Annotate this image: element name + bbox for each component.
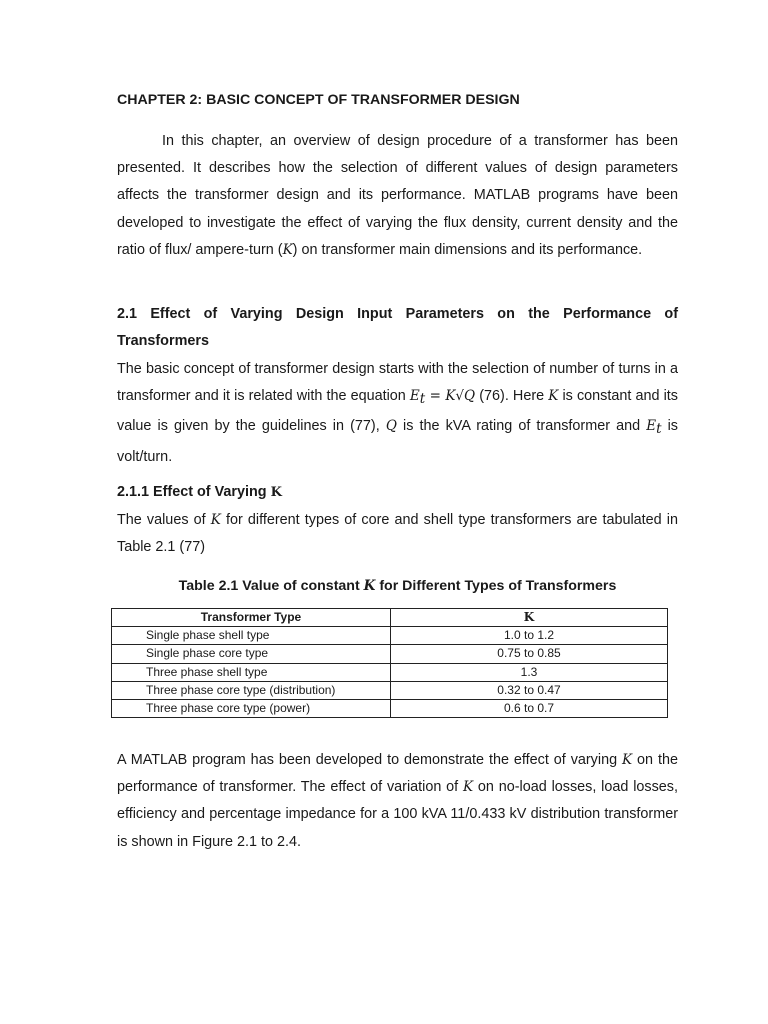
table-row xyxy=(112,663,668,681)
s211-text-1: The values of xyxy=(117,512,211,528)
intro-text-2: ) on transformer main dimensions and its performance. xyxy=(292,241,643,258)
cell-value: 0.32 to 0.47 xyxy=(391,681,668,699)
table-header-row xyxy=(112,609,668,627)
cell-value: 0.6 to 0.7 xyxy=(391,700,668,718)
closing-paragraph xyxy=(117,747,678,856)
closing-symbol-k1: K xyxy=(622,752,633,768)
s21-text-2: (76). Here xyxy=(475,388,549,405)
equation-e: E xyxy=(409,388,420,405)
s21-symbol-e: E xyxy=(646,418,657,435)
caption-post: for Different Types of Transformers xyxy=(375,578,617,594)
header-transformer-type: Transformer Type xyxy=(112,609,391,627)
closing-text-2: on the performance of transformer. The effect of variation of xyxy=(117,752,678,796)
chapter-title: CHAPTER 2: BASIC CONCEPT OF TRANSFORMER DESIGN xyxy=(117,92,520,108)
s211-heading-symbol: K xyxy=(270,485,282,500)
table-row xyxy=(112,645,668,663)
cell-type: Three phase shell type xyxy=(112,663,391,681)
s211-text-2: for different types of core and shell type transformers are tabulated in Table 2.1 (77) xyxy=(117,512,678,556)
caption-pre: Table 2.1 Value of constant xyxy=(178,578,364,594)
cell-type: Single phase shell type xyxy=(112,627,391,645)
intro-paragraph xyxy=(117,128,678,264)
cell-value: 0.75 to 0.85 xyxy=(391,645,668,663)
table-caption xyxy=(117,578,678,594)
equation-rhs: = K√Q xyxy=(425,388,476,405)
section-2-1-1-paragraph xyxy=(117,507,678,561)
intro-symbol-k: K xyxy=(282,241,293,258)
closing-text-1: A MATLAB program has been developed to demonstrate the effect of varying xyxy=(117,752,623,768)
table-row xyxy=(112,627,668,645)
intro-text-1: In this chapter, an overview of design procedure of a transformer has been presented. It describes how the selection of different values of design parameters affects the transformer design and its performance. MATLAB programs have been developed to investigate the effect of varying the flux density, current density and the ratio of flux/ ampere-turn ( xyxy=(117,133,678,258)
section-2-1-1-heading xyxy=(117,479,678,506)
equation-subscript: t xyxy=(419,391,426,408)
section-2-1-paragraph xyxy=(117,356,678,471)
closing-text-3: on no-load losses, load losses, efficiency and percentage impedance for a 100 kVA 11/0.433 kV distribution transformer is shown in Figure 2.1 to 2.4. xyxy=(117,779,678,850)
s21-text-3: is constant and its value is given by the guidelines in (77), xyxy=(117,388,679,435)
cell-type: Three phase core type (power) xyxy=(112,700,391,718)
s21-text-1: The basic concept of transformer design starts with the selection of number of turns in a transformer and it is related with the equation xyxy=(117,361,678,405)
closing-symbol-k2: K xyxy=(463,779,474,796)
s211-heading-text: 2.1.1 Effect of Varying xyxy=(117,484,271,500)
cell-type: Three phase core type (distribution) xyxy=(112,681,391,699)
cell-value: 1.3 xyxy=(391,663,668,681)
cell-type: Single phase core type xyxy=(112,645,391,663)
s211-symbol-k: K xyxy=(210,512,221,528)
table-row xyxy=(112,700,668,718)
s21-text-4: is the kVA rating of transformer and xyxy=(396,418,647,435)
cell-value: 1.0 to 1.2 xyxy=(391,627,668,645)
s21-symbol-e-subscript: t xyxy=(656,421,662,438)
section-2-1-heading: 2.1 Effect of Varying Design Input Parameters on the Performance of Transformers xyxy=(117,306,678,350)
caption-symbol: K xyxy=(363,578,376,594)
s21-symbol-q: Q xyxy=(385,418,397,435)
s21-symbol-k: K xyxy=(548,388,559,405)
k-values-table xyxy=(111,608,668,718)
s21-text-5: is volt/turn. xyxy=(117,418,678,465)
header-k: K xyxy=(391,609,668,627)
table-row xyxy=(112,681,668,699)
